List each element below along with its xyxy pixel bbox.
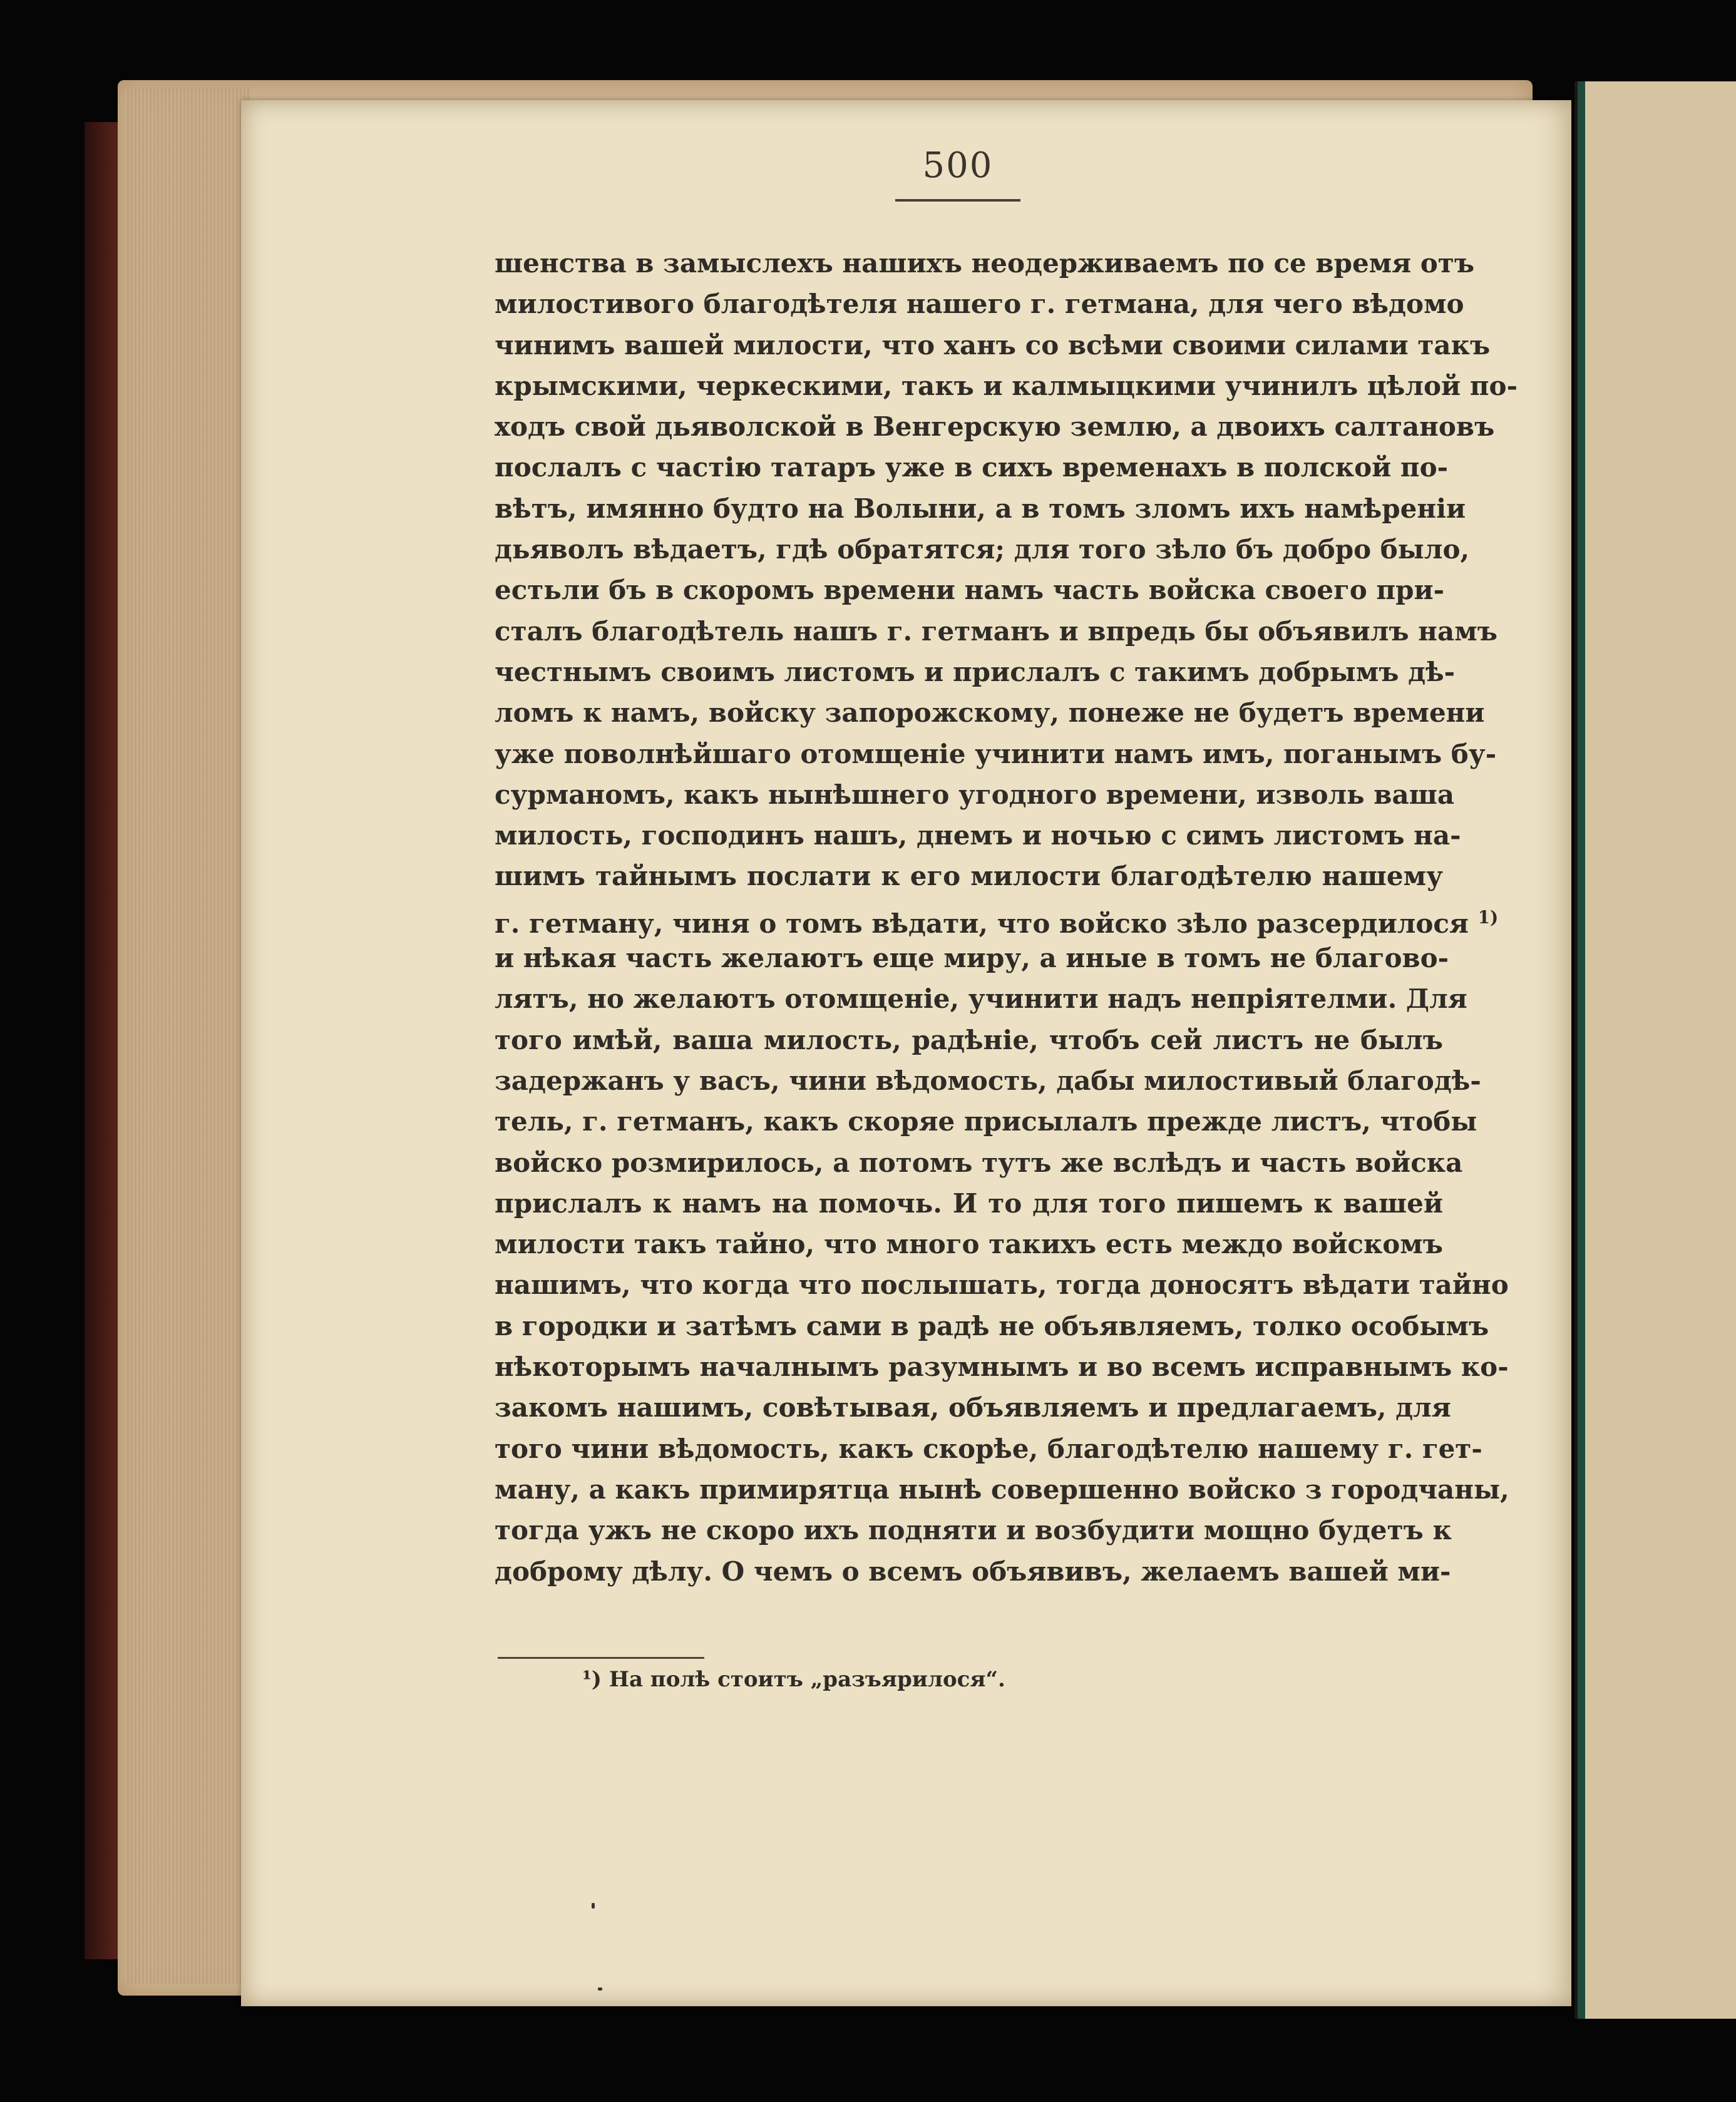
footnote-rule <box>498 1657 704 1659</box>
paper-speck <box>592 1903 595 1909</box>
text-line: шенства в замыслехъ нашихъ неодерживаемъ по се время отъ <box>495 248 1475 279</box>
text-line: ходъ свой дьяволской в Венгерскую землю, а двоихъ салтановъ <box>495 411 1495 443</box>
text-line: ломъ к намъ, войску запорожскому, понеже не будетъ времени <box>495 697 1485 729</box>
text-line: послалъ с частію татаръ уже в сихъ временахъ в полской по- <box>495 452 1449 483</box>
footnote-marker: 1) <box>1477 906 1499 928</box>
text-line: уже поволнѣйшаго отомщеніе учинити намъ имъ, поганымъ бу- <box>495 738 1497 769</box>
text-line: честнымъ своимъ листомъ и прислалъ с такимъ добрымъ дѣ- <box>495 656 1456 687</box>
text-line: и нѣкая часть желаютъ еще миру, а иные в томъ не благово- <box>495 943 1449 974</box>
body-text <box>495 243 1518 1592</box>
text-line: сталъ благодѣтель нашъ г. гетманъ и впредь бы объявилъ намъ <box>495 615 1497 647</box>
text-line: задержанъ у васъ, чини вѣдомость, дабы милостивый благодѣ- <box>495 1065 1481 1096</box>
book-cover-right <box>1574 81 1736 2019</box>
text-line: доброму дѣлу. О чемъ о всемъ объявивъ, желаемъ вашей ми- <box>495 1556 1451 1587</box>
text-line: вѣтъ, имянно будто на Волыни, а в томъ зломъ ихъ намѣреніи <box>495 493 1466 524</box>
text-line: в городки и затѣмъ сами в радѣ не объявляемъ, толко особымъ <box>495 1310 1489 1341</box>
text-line: естьли бъ в скоромъ времени намъ часть войска своего при- <box>495 575 1445 606</box>
text-line: прислалъ к намъ на помочь. И то для того пишемъ к вашей <box>495 1187 1443 1219</box>
text-line: лятъ, но желаютъ отомщеніе, учинити надъ непріятелми. Для <box>495 983 1467 1015</box>
text-line: ману, а какъ примирятца нынѣ совершенно войско з городчаны, <box>495 1474 1509 1505</box>
text-line: тогда ужъ не скоро ихъ подняти и возбудити мощно будетъ к <box>495 1515 1452 1546</box>
text-line: нашимъ, что когда что послышать, тогда доносятъ вѣдати тайно <box>495 1269 1509 1301</box>
text-line: милость, господинъ нашъ, днемъ и ночью с симъ листомъ на- <box>495 820 1461 851</box>
text-line: того имѣй, ваша милость, радѣніе, чтобъ сей листъ не былъ <box>495 1024 1443 1055</box>
paper-speck <box>598 1987 602 1991</box>
text-line: того чини вѣдомость, какъ скорѣе, благодѣтелю нашему г. гет- <box>495 1433 1482 1464</box>
text-line: крымскими, черкескими, такъ и калмыцкими учинилъ цѣлой по- <box>495 370 1518 401</box>
page-number: 500 <box>922 145 994 186</box>
text-line: сурманомъ, какъ нынѣшнего угодного времени, изволь ваша <box>495 779 1455 810</box>
text-line: нѣкоторымъ началнымъ разумнымъ и во всемъ исправнымъ ко- <box>495 1351 1509 1383</box>
text-line: чинимъ вашей милости, что ханъ со всѣми своими силами такъ <box>495 329 1491 361</box>
text-line: дьяволъ вѣдаетъ, гдѣ обратятся; для того зѣло бъ добро было, <box>495 534 1470 565</box>
text-line: войско розмирилось, а потомъ тутъ же вслѣдъ и часть войска <box>495 1147 1463 1178</box>
text-line: шимъ тайнымъ послати к его милости благодѣтелю нашему <box>495 861 1443 892</box>
text-line: закомъ нашимъ, совѣтывая, объявляемъ и предлагаемъ, для <box>495 1392 1451 1423</box>
text-line-with-footnote <box>495 897 1499 939</box>
text-line: милостивого благодѣтеля нашего г. гетмана, для чего вѣдомо <box>495 289 1464 320</box>
page-stack-edge <box>125 88 250 1984</box>
text-line: тель, г. гетманъ, какъ скоряе присылалъ прежде листъ, чтобы <box>495 1106 1477 1137</box>
page-number-rule <box>895 199 1020 202</box>
text-line-content: г. гетману, чиня о томъ вѣдати, что войско зѣло разсердилося <box>495 908 1469 939</box>
text-line: милости такъ тайно, что много такихъ есть междо войскомъ <box>495 1229 1443 1260</box>
book-cover-right-strip <box>1578 81 1585 2019</box>
footnote: ¹) На полѣ стоитъ „разъярилося“. <box>582 1667 1005 1692</box>
